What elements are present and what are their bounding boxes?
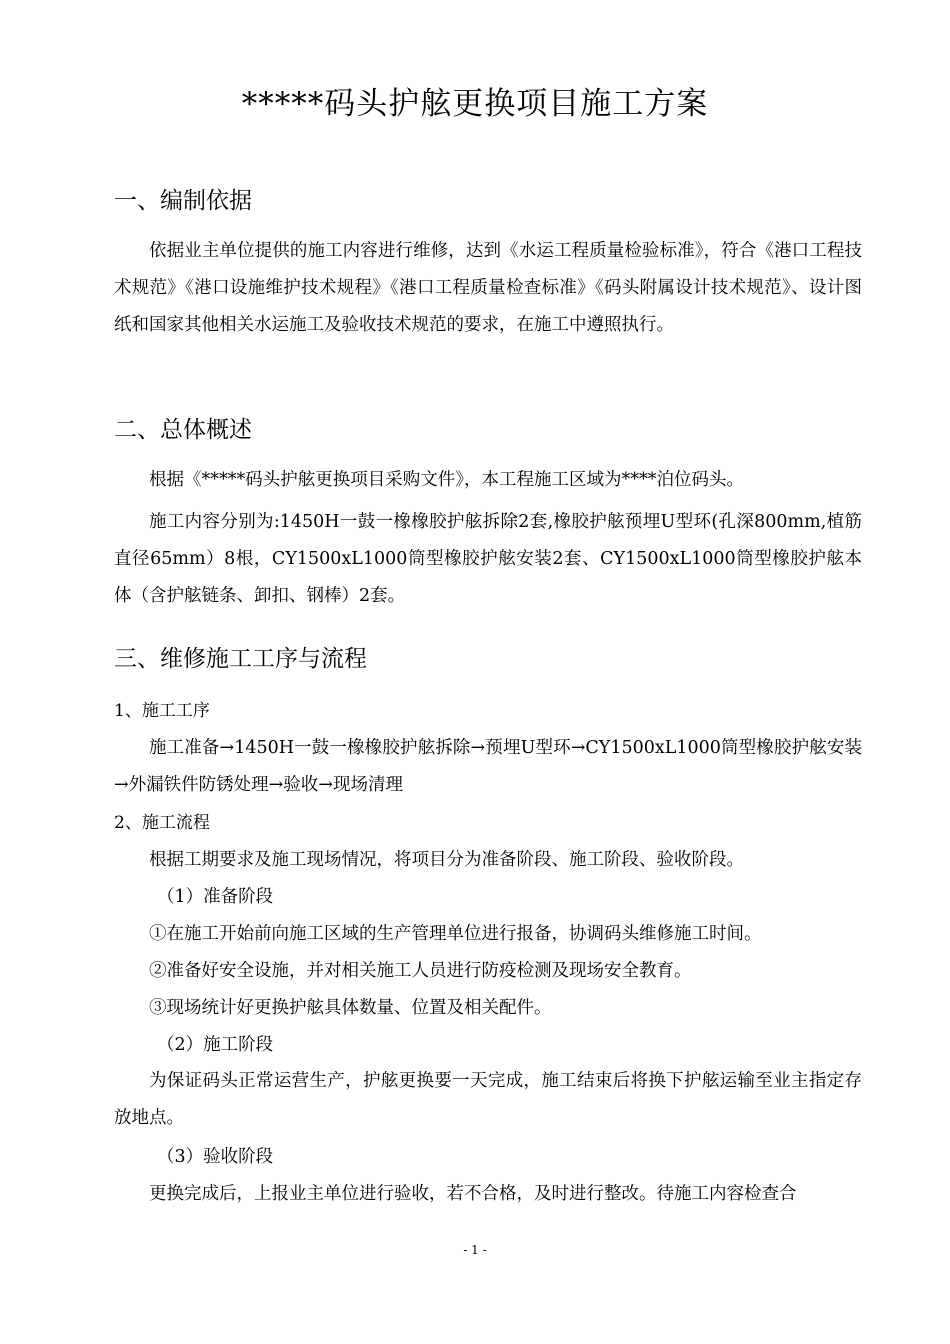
section-heading-overview: 二、总体概述: [114, 417, 252, 443]
section-heading-basis: 一、编制依据: [114, 188, 252, 214]
paragraph-procedure: 施工准备→1450H一鼓一橡橡胶护舷拆除→预埋U型环→CY1500xL1000筒型橡胶护舷安装→外漏铁件防锈处理→验收→现场清理: [114, 738, 862, 795]
paragraph-acceptance: 更换完成后，上报业主单位进行验收，若不合格，及时进行整改。待施工内容检查合: [149, 1184, 797, 1204]
paragraph-basis: 依据业主单位提供的施工内容进行维修，达到《水运工程质量检验标准》，符合《港口工程技术规范》《港口设施维护技术规程》《港口工程质量检查标准》《码头附属设计技术规范》、设计图纸和国家其他相关水运施工及验收技术规范的要求，在施工中遵照执行。: [114, 241, 862, 335]
paragraph-construction: 为保证码头正常运营生产，护舷更换要一天完成，施工结束后将换下护舷运输至业主指定存放地点。: [114, 1071, 862, 1128]
stage-heading-construction: （2）施工阶段: [157, 1035, 274, 1055]
list-item: ①在施工开始前向施工区域的生产管理单位进行报备，协调码头维修施工时间。: [149, 924, 762, 944]
paragraph-overview-1: 根据《*****码头护舷更换项目采购文件》，本工程施工区域为****泊位码头。: [149, 470, 744, 490]
section-heading-process: 三、维修施工工序与流程: [114, 646, 367, 672]
subheading-flow: 2、施工流程: [114, 813, 210, 833]
paragraph-overview-2: 施工内容分别为:1450H一鼓一橡橡胶护舷拆除2套,橡胶护舷预埋U型环(孔深800mm,植筋直径65mm）8根，CY1500xL1000筒型橡胶护舷安装2套、CY1500xL1000筒型橡胶护舷本体（含护舷链条、卸扣、钢棒）2套。: [114, 512, 862, 606]
page-title: *****码头护舷更换项目施工方案: [241, 86, 709, 122]
stage-heading-acceptance: （3）验收阶段: [157, 1147, 274, 1167]
paragraph-flow-intro: 根据工期要求及施工现场情况，将项目分为准备阶段、施工阶段、验收阶段。: [149, 850, 744, 870]
stage-heading-preparation: （1）准备阶段: [157, 887, 274, 907]
list-item: ③现场统计好更换护舷具体数量、位置及相关配件。: [149, 998, 552, 1018]
list-item: ②准备好安全设施，并对相关施工人员进行防疫检测及现场安全教育。: [149, 961, 692, 981]
subheading-procedure: 1、施工工序: [114, 701, 210, 721]
page-number: - 1 -: [463, 1243, 487, 1257]
